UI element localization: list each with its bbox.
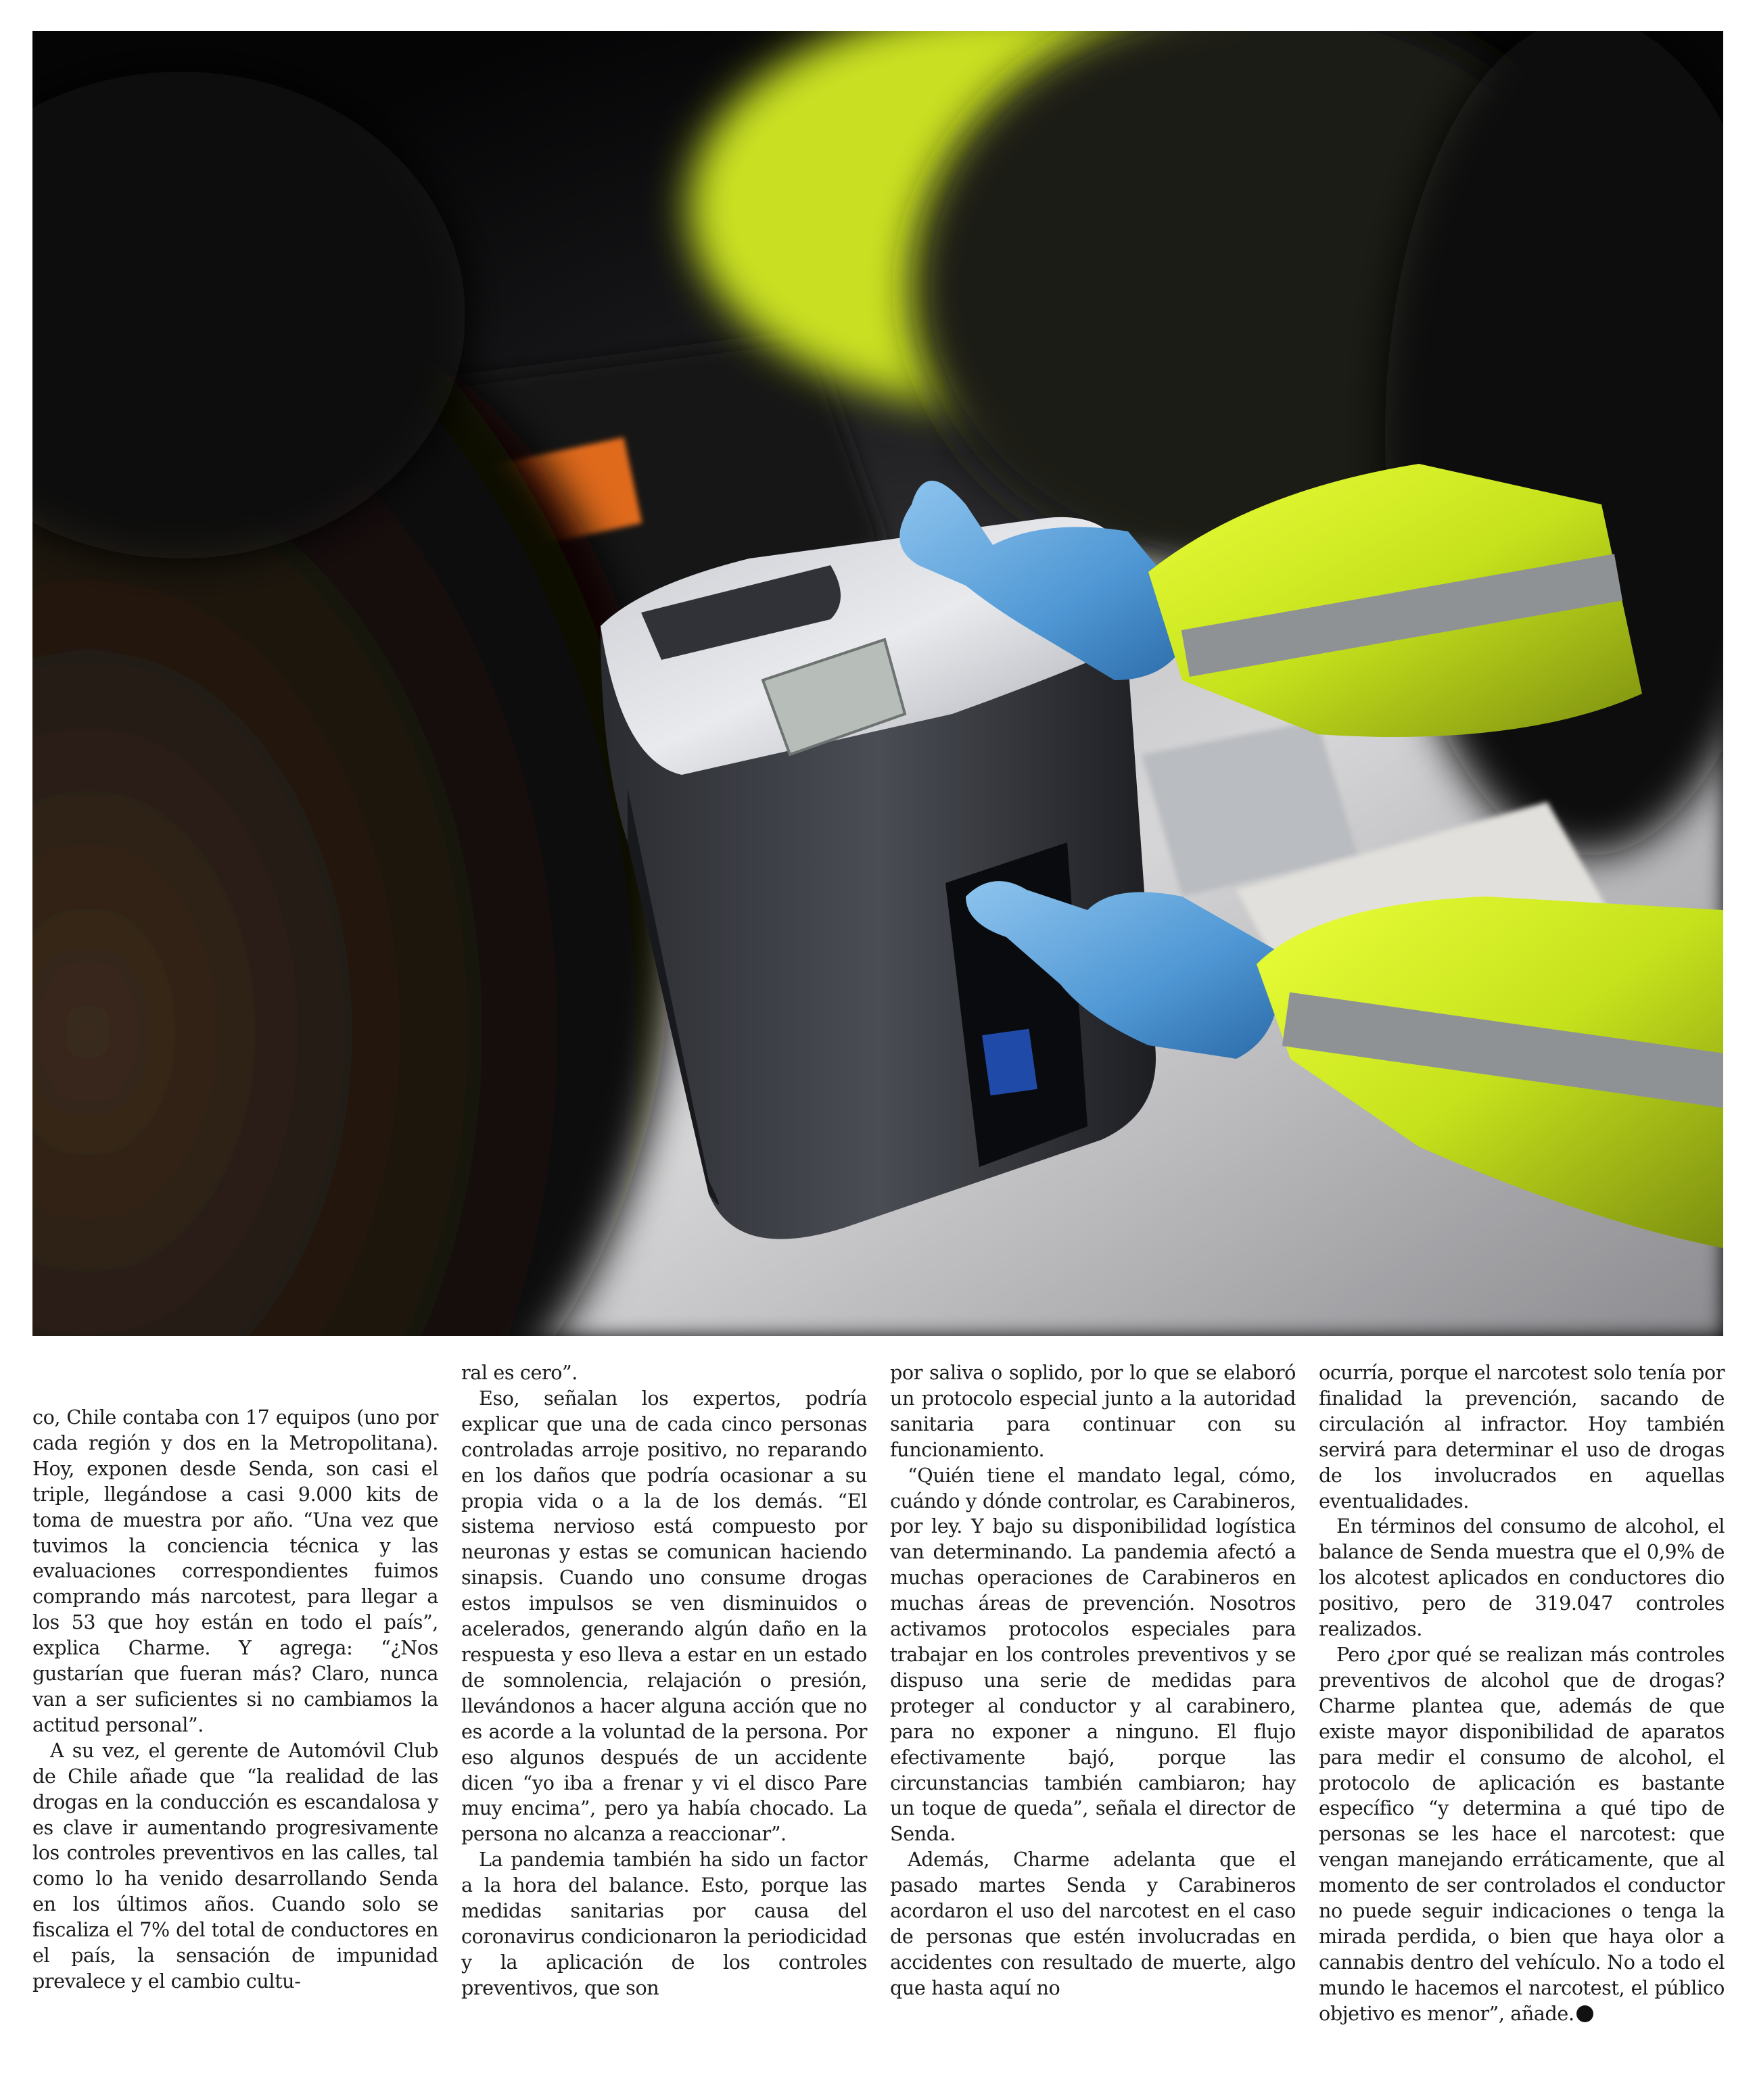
paragraph: por saliva o soplido, por lo que se elaboró un protocolo especial junto a la autoridad sanitaria para continuar con su funcionamiento. bbox=[890, 1361, 1296, 1461]
article-column-3 bbox=[890, 1360, 1296, 2001]
paragraph: “Quién tiene el mandato legal, cómo, cuándo y dónde controlar, es Carabineros, por ley. Y bajo su disponibilidad logística van determinando. La pandemia afectó a muchas operaciones de Carabineros en muchas áreas de prevención. Nosotros activamos protocolos especiales para trabajar en los controles preventivos y se dispuso una serie de medidas para proteger al conductor y al carabinero, para no exponer a ninguno. El flujo efectivamente bajó, porque las circunstancias también cambiaron; hay un toque de queda”, señala el director de Senda. bbox=[890, 1463, 1296, 1846]
paragraph-text: Pero ¿por qué se realizan más controles preventivos de alcohol que de drogas? Charme plantea que, además de que existe mayor disponibilidad de aparatos para medir el consumo de alcohol, el protocolo de aplicación es bastante específico “y determina a qué tipo de personas se les hace el narcotest: que vengan manejando erráticamente, que al momento de ser controlados el conductor no puede seguir indicaciones o tenga la mirada perdida, o bien que haya olor a cannabis dentro del vehículo. No a todo el mundo le hacemos el narcotest, el público objetivo es menor”, añade. bbox=[1319, 1642, 1725, 2025]
paragraph: ocurría, porque el narcotest solo tenía por finalidad la prevención, sacando de circulación al infractor. Hoy también servirá para determinar el uso de drogas de los involucrados en aquellas eventualidades. bbox=[1319, 1361, 1725, 1512]
narcotest-device-photo bbox=[32, 31, 1723, 1336]
paragraph: La pandemia también ha sido un factor a la hora del balance. Esto, porque las medidas sanitarias por causa del coronavirus condicionaron la periodicidad y la aplicación de los controles preventivos, que son bbox=[461, 1848, 867, 1999]
article-column-4 bbox=[1319, 1360, 1725, 2027]
end-of-article-icon bbox=[1576, 2005, 1593, 2022]
paragraph: Además, Charme adelanta que el pasado martes Senda y Carabineros acordaron el uso del narcotest en el caso de personas que estén involucradas en accidentes con resultado de muerte, algo que hasta aquí no bbox=[890, 1848, 1296, 1999]
article-column-1 bbox=[32, 1405, 438, 1995]
paragraph: A su vez, el gerente de Automóvil Club de Chile añade que “la realidad de las drogas en la conducción es escandalosa y es clave ir aumentando progresivamente los controles preventivos en las calles, tal como lo ha venido desarrollando Senda en los últimos años. Cuando solo se fiscaliza el 7% del total de conductores en el país, la sensación de impunidad prevalece y el cambio cultu- bbox=[32, 1738, 438, 1992]
paragraph: En términos del consumo de alcohol, el balance de Senda muestra que el 0,9% de los alcotest aplicados en conductores dio positivo, pero de 319.047 controles realizados. bbox=[1319, 1514, 1725, 1641]
article-photo bbox=[32, 31, 1723, 1336]
article-column-2 bbox=[461, 1360, 867, 2001]
last-paragraph bbox=[1319, 1642, 1725, 2027]
paragraph: co, Chile contaba con 17 equipos (uno por cada región y dos en la Metropolitana). Hoy, exponen desde Senda, son casi el triple, llegándose a casi 9.000 kits de toma de muestra por año. “Una vez que tuvimos la conciencia técnica y las evaluaciones correspondientes fuimos comprando más narcotest, para llegar a los 53 que hoy están en todo el país”, explica Charme. Y agrega: “¿Nos gustarían que fueran más? Claro, nunca van a ser suficientes si no cambiamos la actitud personal”. bbox=[32, 1406, 438, 1736]
paragraph: Eso, señalan los expertos, podría explicar que una de cada cinco personas controladas arroje positivo, no reparando en los daños que podría ocasionar a su propia vida o a la de los demás. “El sistema nervioso está compuesto por neuronas y estas se comunican haciendo sinapsis. Cuando uno consume drogas estos impulsos se ven disminuidos o acelerados, generando algún daño en la respuesta y eso lleva a estar en un estado de somnolencia, relajación o presión, llevándonos a hacer alguna acción que no es acorde a la voluntad de la persona. Por eso algunos después de un accidente dicen “yo iba a frenar y vi el disco Pare muy encima”, pero ya había chocado. La persona no alcanza a reaccionar”. bbox=[461, 1386, 867, 1846]
paragraph: ral es cero”. bbox=[461, 1361, 578, 1384]
